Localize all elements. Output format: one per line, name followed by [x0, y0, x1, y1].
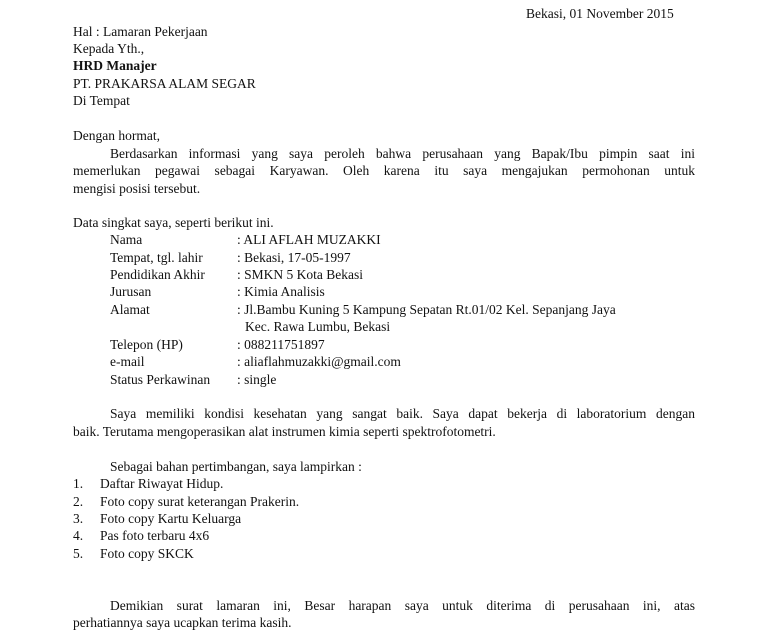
closing-line-1: Demikian surat lamaran ini, Besar harapan saya untuk diterima di perusahaan ini, atas — [110, 598, 695, 613]
intro-line-2: memerlukan pegawai sebagai Karyawan. Oleh karena itu saya mengajukan permohonan untuk — [73, 163, 695, 178]
field-label-name: Nama — [110, 232, 143, 247]
field-value-email: : aliaflahmuzakki@gmail.com — [237, 354, 401, 369]
letter-subject: Hal : Lamaran Pekerjaan — [73, 24, 208, 39]
field-label-phone: Telepon (HP) — [110, 337, 183, 352]
attachments-intro: Sebagai bahan pertimbangan, saya lampirkan : — [110, 459, 362, 474]
intro-line-3: mengisi posisi tersebut. — [73, 181, 201, 196]
data-intro: Data singkat saya, seperti berikut ini. — [73, 215, 274, 230]
field-value-address-cont: Kec. Rawa Lumbu, Bekasi — [245, 319, 391, 334]
field-value-phone: : 088211751897 — [237, 337, 325, 352]
field-label-email: e-mail — [110, 354, 145, 369]
attachment-number: 5. — [73, 546, 84, 561]
field-value-major: : Kimia Analisis — [237, 284, 325, 299]
recipient-place: Di Tempat — [73, 93, 130, 108]
attachment-item: Foto copy surat keterangan Prakerin. — [100, 494, 300, 509]
field-value-address: : Jl.Bambu Kuning 5 Kampung Sepatan Rt.01/02 Kel. Sepanjang Jaya — [237, 302, 616, 317]
attachment-number: 2. — [73, 494, 84, 509]
field-label-address: Alamat — [110, 302, 150, 317]
attachment-number: 4. — [73, 528, 84, 543]
field-value-birth: : Bekasi, 17-05-1997 — [237, 250, 351, 265]
intro-line-1: Berdasarkan informasi yang saya peroleh bahwa perusahaan yang Bapak/Ibu pimpin saat ini — [110, 146, 695, 161]
closing-line-2: perhatiannya saya ucapkan terima kasih. — [73, 615, 292, 630]
field-value-education: : SMKN 5 Kota Bekasi — [237, 267, 363, 282]
field-label-education: Pendidikan Akhir — [110, 267, 205, 282]
field-value-name: : ALI AFLAH MUZAKKI — [237, 232, 381, 247]
attachment-item: Foto copy SKCK — [100, 546, 194, 561]
greeting: Dengan hormat, — [73, 128, 160, 143]
health-line-2: baik. Terutama mengoperasikan alat instrumen kimia seperti spektrofotometri. — [73, 424, 496, 439]
letter-date: Bekasi, 01 November 2015 — [526, 6, 674, 21]
field-label-major: Jurusan — [110, 284, 152, 299]
field-value-marital: : single — [237, 372, 277, 387]
health-line-1: Saya memiliki kondisi kesehatan yang sangat baik. Saya dapat bekerja di laboratorium dengan — [110, 406, 695, 421]
attachment-item: Foto copy Kartu Keluarga — [100, 511, 242, 526]
field-label-birth: Tempat, tgl. lahir — [110, 250, 203, 265]
attachment-item: Pas foto terbaru 4x6 — [100, 528, 210, 543]
field-label-marital: Status Perkawinan — [110, 372, 211, 387]
recipient-salutation: Kepada Yth., — [73, 41, 145, 56]
recipient-title: HRD Manajer — [73, 58, 157, 73]
recipient-company: PT. PRAKARSA ALAM SEGAR — [73, 76, 256, 91]
attachment-number: 1. — [73, 476, 84, 491]
attachment-number: 3. — [73, 511, 84, 526]
attachment-item: Daftar Riwayat Hidup. — [100, 476, 224, 491]
